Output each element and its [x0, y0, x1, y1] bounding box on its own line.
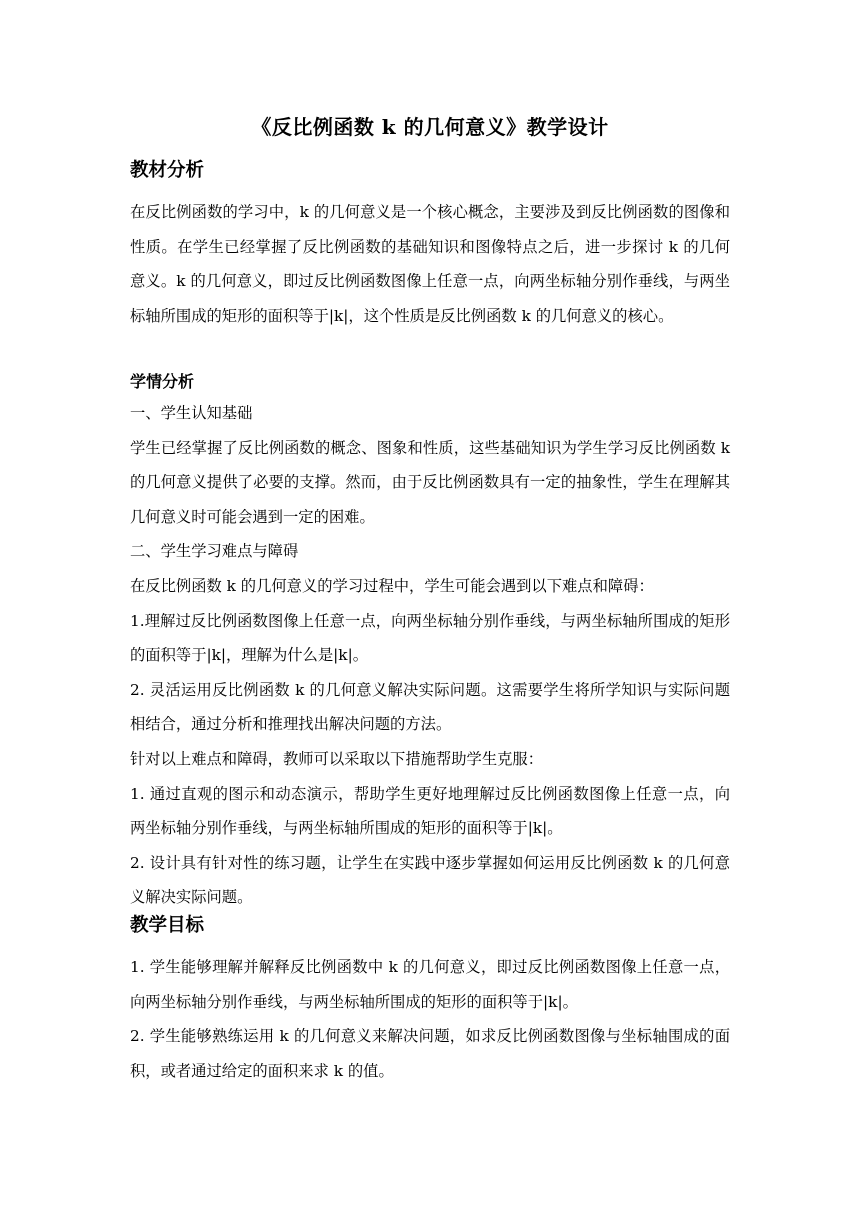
paragraph-difficulties-intro: 在反比例函数 k 的几何意义的学习过程中，学生可能会遇到以下难点和障碍： [130, 576, 654, 595]
paragraph-measures-intro: 针对以上难点和障碍，教师可以采取以下措施帮助学生克服： [130, 749, 544, 768]
section-textbook-analysis-body [130, 195, 730, 333]
paragraph-textbook-analysis: 在反比例函数的学习中，k 的几何意义是一个核心概念，主要涉及到反比例函数的图像和性质。在学生已经掌握了反比例函数的基础知识和图像特点之后，进一步探讨 k 的几何意义。k 的几何意义，即过反比例函数图像上任意一点，向两坐标轴分别作垂线，与两坐标轴所围成的矩形的面积等于|k|，这个性质是反比例函数 k 的几何意义的核心。 [130, 203, 730, 325]
list-item-difficulty-2: 2. 灵活运用反比例函数 k 的几何意义解决实际问题。这需要学生将所学知识与实际问题相结合，通过分析和推理找出解决问题的方法。 [130, 680, 730, 734]
list-item-difficulty-1: 1.理解过反比例函数图像上任意一点，向两坐标轴分别作垂线，与两坐标轴所围成的矩形的面积等于|k|，理解为什么是|k|。 [130, 611, 730, 665]
list-item-measure-1: 1. 通过直观的图示和动态演示，帮助学生更好地理解过反比例函数图像上任意一点，向两坐标轴分别作垂线，与两坐标轴所围成的矩形的面积等于|k|。 [130, 784, 730, 838]
section-learner-analysis-body [130, 396, 730, 915]
list-item-measure-2: 2. 设计具有针对性的练习题，让学生在实践中逐步掌握如何运用反比例函数 k 的几何意义解决实际问题。 [130, 853, 730, 907]
list-item-goal-1: 1. 学生能够理解并解释反比例函数中 k 的几何意义，即过反比例函数图像上任意一点，向两坐标轴分别作垂线，与两坐标轴所围成的矩形的面积等于|k|。 [130, 958, 730, 1011]
heading-teaching-goals: 教学目标 [130, 915, 205, 936]
section-teaching-goals-body [130, 950, 730, 1088]
list-item-goal-2: 2. 学生能够熟练运用 k 的几何意义来解决问题，如求反比例函数图像与坐标轴围成的面积，或者通过给定的面积来求 k 的值。 [130, 1027, 730, 1080]
heading-textbook-analysis: 教材分析 [130, 160, 205, 181]
heading-learner-analysis: 学情分析 [130, 372, 195, 391]
subheading-difficulties: 二、学生学习难点与障碍 [130, 542, 299, 561]
document-title: 《反比例函数 k 的几何意义》教学设计 [251, 115, 609, 139]
section-textbook-analysis [130, 157, 730, 185]
subheading-cognitive-basis: 一、学生认知基础 [130, 404, 253, 422]
section-teaching-goals [130, 912, 730, 940]
section-learner-analysis [130, 368, 730, 396]
paragraph-cognitive-basis: 学生已经掌握了反比例函数的概念、图象和性质，这些基础知识为学生学习反比例函数 k 的几何意义提供了必要的支撑。然而，由于反比例函数具有一定的抽象性，学生在理解其几何意义时可能会遇到一定的困难。 [130, 438, 730, 526]
